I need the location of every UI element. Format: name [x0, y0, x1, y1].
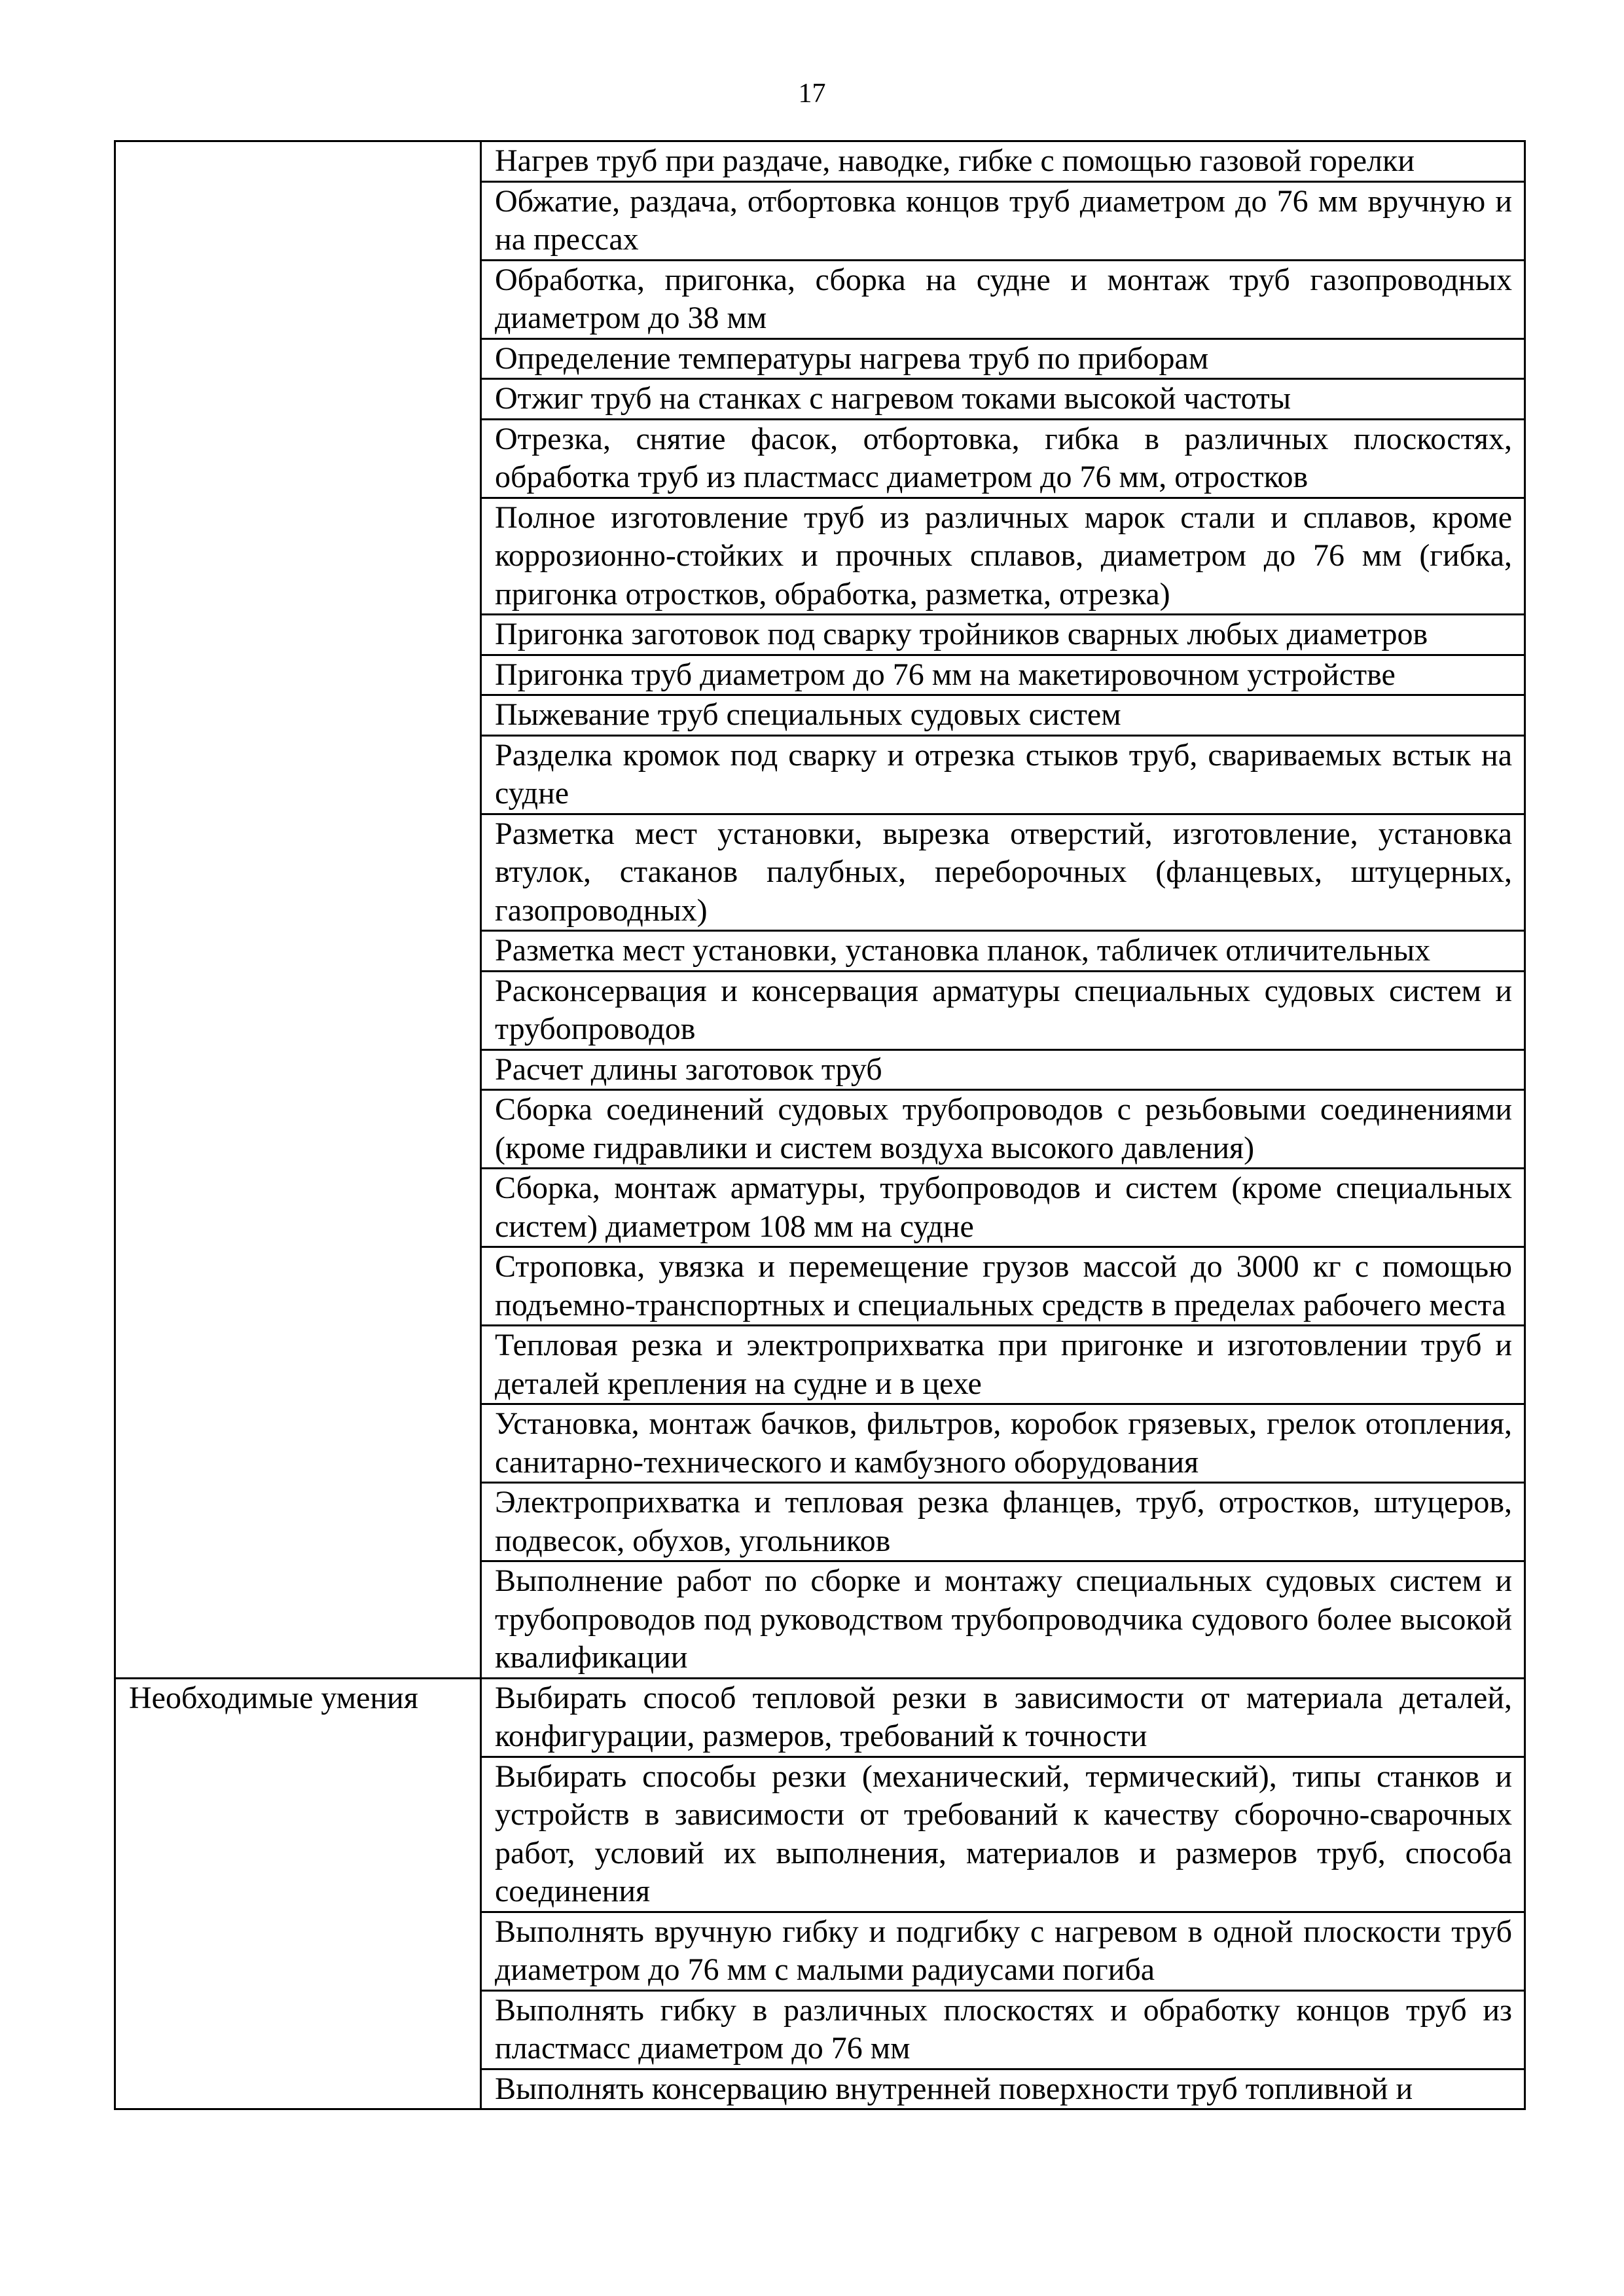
table-cell-item: Сборка, монтаж арматуры, трубопроводов и систем (кроме специальных систем) диаметром 108 мм на судне — [481, 1169, 1525, 1247]
table-cell-item: Выбирать способ тепловой резки в зависимости от материала деталей, конфигурации, размеров, требований к точности — [481, 1678, 1525, 1757]
table-cell-item: Выполнение работ по сборке и монтажу специальных судовых систем и трубопроводов под руководством трубопроводчика судового более высокой квалификации — [481, 1561, 1525, 1679]
table-cell-item: Отжиг труб на станках с нагревом токами высокой частоты — [481, 379, 1525, 420]
section-label: Необходимые умения — [115, 1678, 481, 2109]
table-cell-item: Отрезка, снятие фасок, отбортовка, гибка в различных плоскостях, обработка труб из пластмасс диаметром до 76 мм, отростков — [481, 419, 1525, 498]
table-cell-item: Обработка, пригонка, сборка на судне и монтаж труб газопроводных диаметром до 38 мм — [481, 260, 1525, 338]
table-cell-item: Определение температуры нагрева труб по приборам — [481, 338, 1525, 379]
table-cell-item: Пыжевание труб специальных судовых систем — [481, 695, 1525, 736]
table-cell-item: Разметка мест установки, установка планок, табличек отличительных — [481, 931, 1525, 972]
table-cell-item: Выполнять гибку в различных плоскостях и обработку концов труб из пластмасс диаметром до 76 мм — [481, 1990, 1525, 2069]
section-label — [115, 141, 481, 1679]
table-cell-item: Электроприхватка и тепловая резка фланцев, труб, отростков, штуцеров, подвесок, обухов, угольников — [481, 1483, 1525, 1561]
competency-table — [114, 140, 1526, 2110]
table-cell-item: Тепловая резка и электроприхватка при пригонке и изготовлении труб и деталей крепления на судне и в цехе — [481, 1326, 1525, 1404]
table-body — [115, 141, 1525, 2109]
table-cell-item: Установка, монтаж бачков, фильтров, коробок грязевых, грелок отопления, санитарно-технического и камбузного оборудования — [481, 1404, 1525, 1483]
table-row — [115, 141, 1525, 182]
table-cell-item: Нагрев труб при раздаче, наводке, гибке с помощью газовой горелки — [481, 141, 1525, 182]
table-cell-item: Полное изготовление труб из различных марок стали и сплавов, кроме коррозионно-стойких и прочных сплавов, диаметром до 76 мм (гибка, пригонка отростков, обработка, разметка, отрезка) — [481, 498, 1525, 615]
table-cell-item: Разделка кромок под сварку и отрезка стыков труб, свариваемых встык на судне — [481, 735, 1525, 814]
table-cell-item: Пригонка заготовок под сварку тройников сварных любых диаметров — [481, 615, 1525, 655]
table-cell-item: Расконсервация и консервация арматуры специальных судовых систем и трубопроводов — [481, 971, 1525, 1049]
table-cell-item: Пригонка труб диаметром до 76 мм на макетировочном устройстве — [481, 655, 1525, 695]
table-cell-item: Выбирать способы резки (механический, термический), типы станков и устройств в зависимости от требований к качеству сборочно-сварочных работ, условий их выполнения, материалов и размеров труб, способа соединения — [481, 1757, 1525, 1912]
table-cell-item: Обжатие, раздача, отбортовка концов труб диаметром до 76 мм вручную и на прессах — [481, 181, 1525, 260]
table-row — [115, 1678, 1525, 1757]
table-cell-item: Расчет длины заготовок труб — [481, 1049, 1525, 1090]
table-cell-item: Разметка мест установки, вырезка отверстий, изготовление, установка втулок, стаканов палубных, переборочных (фланцевых, штуцерных, газопроводных) — [481, 814, 1525, 931]
table-cell-item: Выполнять вручную гибку и подгибку с нагревом в одной плоскости труб диаметром до 76 мм с малыми радиусами погиба — [481, 1912, 1525, 1990]
table-cell-item: Сборка соединений судовых трубопроводов с резьбовыми соединениями (кроме гидравлики и систем воздуха высокого давления) — [481, 1090, 1525, 1169]
page-number: 17 — [798, 79, 826, 109]
table-cell-item: Строповка, увязка и перемещение грузов массой до 3000 кг с помощью подъемно-транспортных и специальных средств в пределах рабочего места — [481, 1247, 1525, 1326]
table-cell-item: Выполнять консервацию внутренней поверхности труб топливной и — [481, 2069, 1525, 2109]
